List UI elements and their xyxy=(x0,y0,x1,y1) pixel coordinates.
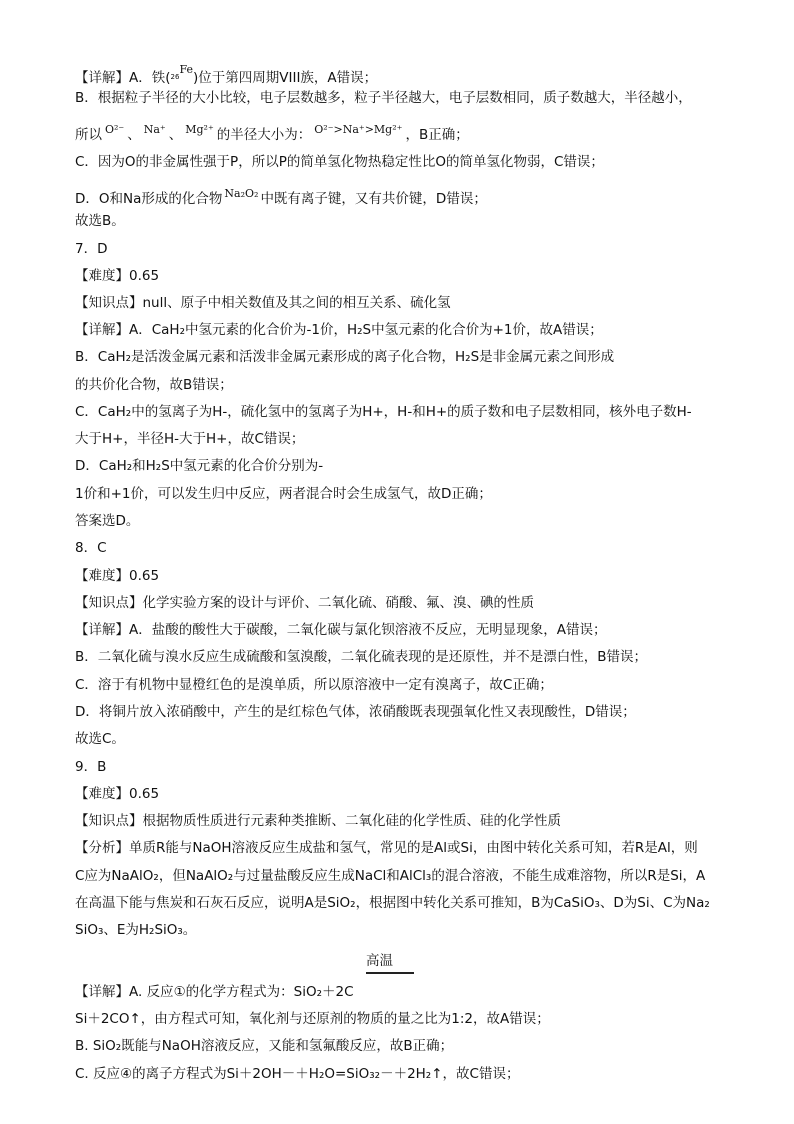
atomic-number: 26 xyxy=(170,73,180,81)
text-line xyxy=(75,185,487,208)
knowledge-points: 【知识点】化学实验方案的设计与评价、二氧化硫、硝酸、氟、溴、碘的性质 xyxy=(75,595,534,611)
text-line: 故选C。 xyxy=(75,731,125,747)
text-segment: 、 xyxy=(127,127,141,143)
text-line: B．根据粒子半径的大小比较，电子层数越多，粒子半径越大，电子层数相同，质子数越大，半径越小， xyxy=(75,90,692,106)
text-line: 【详解】A．CaH₂中氢元素的化合价为-1价，H₂S中氢元素的化合价为+1价，故A错误； xyxy=(75,322,603,338)
text-line: 答案选D。 xyxy=(75,513,140,529)
ion-formula: Na⁺ xyxy=(143,123,166,136)
compound-formula: Na₂O₂ xyxy=(224,187,259,200)
text-segment: 所以 xyxy=(75,127,102,143)
text-line: D．CaH₂和H₂S中氢元素的化合价分别为- xyxy=(75,458,324,474)
text-segment: )位于第四周期VIII族，A错误； xyxy=(192,70,378,86)
element-symbol: Fe xyxy=(179,63,193,76)
text-line xyxy=(75,121,469,144)
text-segment: 、 xyxy=(168,127,183,143)
text-line: C．CaH₂中的氢离子为H-，硫化氢中的氢离子为H+，H-和H+的质子数和电子层数相同，核外电子数H- xyxy=(75,404,692,420)
text-line: SiO₃、E为H₂SiO₃。 xyxy=(75,922,197,938)
text-segment: ，B正确； xyxy=(405,127,469,143)
text-line: C. 反应④的离子方程式为Si＋2OH－＋H₂O=SiO₃₂－＋2H₂↑，故C错误； xyxy=(75,1066,520,1082)
text-line: C．溶于有机物中显橙红色的是溴单质，所以原溶液中一定有溴离子，故C正确； xyxy=(75,677,553,693)
text-line: B．二氧化硫与溴水反应生成硫酸和氢溴酸，二氧化硫表现的是还原性，并不是漂白性，B错误； xyxy=(75,649,648,665)
text-line: 的共价化合物，故B错误； xyxy=(75,377,233,393)
reaction-condition: 高温 xyxy=(366,953,393,969)
difficulty: 【难度】0.65 xyxy=(75,268,160,284)
text-line: D．将铜片放入浓硝酸中，产生的是红棕色气体，浓硝酸既表现强氧化性又表现酸性，D错误； xyxy=(75,704,636,720)
text-line: 1价和+1价，可以发生归中反应，两者混合时会生成氢气，故D正确； xyxy=(75,486,492,502)
text-line: 【详解】A. 反应①的化学方程式为：SiO₂＋2C xyxy=(75,984,354,1000)
text-line: 【分析】单质R能与NaOH溶液反应生成盐和氢气，常见的是Al或Si，由图中转化关系可知，若R是Al，则 xyxy=(75,840,698,856)
text-line: 故选B。 xyxy=(75,213,125,229)
question-answer: 9．B xyxy=(75,759,107,775)
reaction-arrow-line xyxy=(366,972,414,974)
question-answer: 8．C xyxy=(75,540,107,556)
ion-formula: Mg²⁺ xyxy=(185,123,214,136)
text-line: B．CaH₂是活泼金属元素和活泼非金属元素形成的离子化合物，H₂S是非金属元素之间形成 xyxy=(75,349,615,365)
knowledge-points: 【知识点】根据物质性质进行元素种类推断、二氧化硅的化学性质、硅的化学性质 xyxy=(75,813,561,829)
text-line: C应为NaAlO₂，但NaAlO₂与过量盐酸反应生成NaCl和AlCl₃的混合溶液，不能生成难溶物，所以R是Si，A xyxy=(75,868,706,884)
text-line: B. SiO₂既能与NaOH溶液反应，又能和氢氟酸反应，故B正确； xyxy=(75,1038,454,1054)
text-line: C．因为O的非金属性强于P，所以P的简单氢化物热稳定性比O的简单氢化物弱，C错误； xyxy=(75,154,604,170)
difficulty: 【难度】0.65 xyxy=(75,786,160,802)
text-line: 大于H+，半径H-大于H+，故C错误； xyxy=(75,431,305,447)
ion-formula: O²⁻ xyxy=(105,123,125,136)
difficulty: 【难度】0.65 xyxy=(75,568,160,584)
text-line: 【详解】A．盐酸的酸性大于碳酸，二氧化碳与氯化钡溶液不反应，无明显现象，A错误； xyxy=(75,622,607,638)
text-segment: 的半径大小为： xyxy=(216,127,312,143)
text-segment: 【详解】A．铁( xyxy=(75,70,171,86)
text-line xyxy=(75,61,377,87)
ion-order-formula: O²⁻>Na⁺>Mg²⁺ xyxy=(314,123,403,136)
text-segment: 中既有离子键，又有共价键，D错误； xyxy=(260,191,487,207)
question-answer: 7．D xyxy=(75,241,108,257)
knowledge-points: 【知识点】null、原子中相关数值及其之间的相互关系、硫化氢 xyxy=(75,295,451,311)
text-segment: D．O和Na形成的化合物 xyxy=(75,191,223,207)
text-line: Si＋2CO↑，由方程式可知，氧化剂与还原剂的物质的量之比为1:2，故A错误； xyxy=(75,1011,550,1027)
text-line: 在高温下能与焦炭和石灰石反应，说明A是SiO₂，根据图中转化关系可推知，B为CaSiO₃、D为Si、C为Na₂ xyxy=(75,895,710,911)
